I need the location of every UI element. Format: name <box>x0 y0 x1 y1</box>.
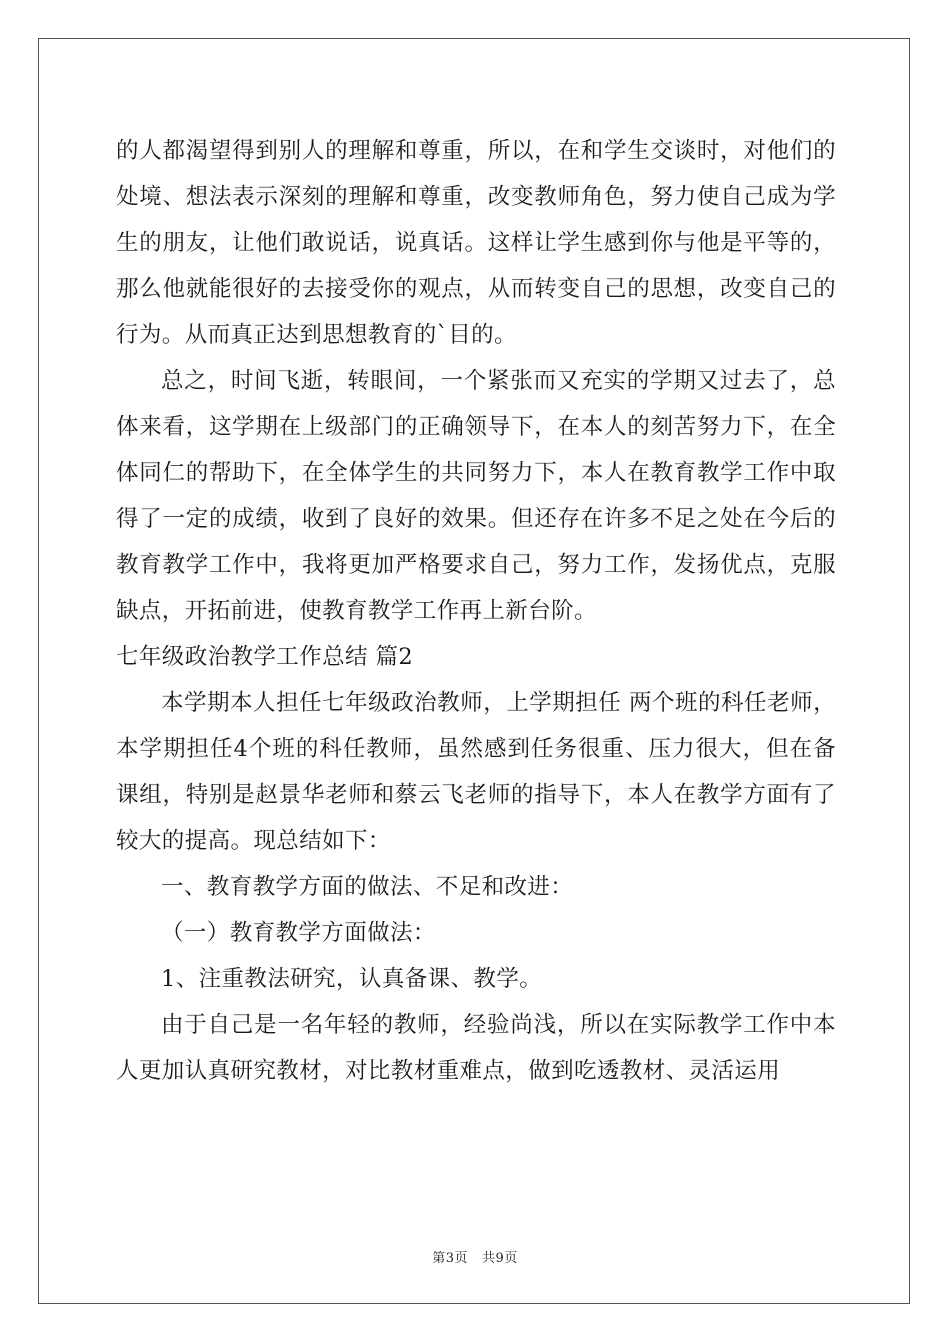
paragraph-item-1: 1、注重教法研究，认真备课、教学。 <box>161 966 543 992</box>
page-number: 第3页 <box>432 1251 468 1266</box>
paragraph-continuation: 的人都渴望得到别人的理解和尊重，所以，在和学生交谈时，对他们的处境、想法表示深刻的理解和尊重，改变教师角色，努力使自己成为学生的朋友，让他们敢说话，说真话。这样让学生感到你与他是平等的，那么他就能很好的去接受你的观点，从而转变自己的思想，改变自己的行为。从而真正达到思想教育的`目的。 <box>116 138 836 348</box>
page-total: 共9页 <box>482 1251 518 1266</box>
paragraph-conclusion: 总之，时间飞逝，转眼间，一个紧张而又充实的学期又过去了，总体来看，这学期在上级部门的正确领导下，在本人的刻苦努力下，在全体同仁的帮助下，在全体学生的共同努力下，本人在教育教学工作中取得了一定的成绩，收到了良好的效果。但还存在许多不足之处在今后的教育教学工作中，我将更加严格要求自己，努力工作，发扬优点，克服缺点，开拓前进，使教育教学工作再上新台阶。 <box>116 368 836 624</box>
section-heading: 七年级政治教学工作总结 篇2 <box>116 644 414 670</box>
paragraph-item-1-body: 由于自己是一名年轻的教师，经验尚浅，所以在实际教学工作中本人更加认真研究教材，对比教材重难点，做到吃透教材、灵活运用 <box>116 1012 836 1084</box>
paragraph-subheading-1: 一、教育教学方面的做法、不足和改进： <box>161 874 574 900</box>
paragraph-subheading-2: （一）教育教学方面做法： <box>161 920 436 946</box>
document-body <box>116 128 836 1094</box>
paragraph-intro: 本学期本人担任七年级政治教师，上学期担任 两个班的科任老师，本学期担任4个班的科任教师，虽然感到任务很重、压力很大，但在备课组，特别是赵景华老师和蔡云飞老师的指导下，本人在教学方面有了较大的提高。现总结如下： <box>116 690 836 854</box>
page-footer <box>0 1247 950 1266</box>
